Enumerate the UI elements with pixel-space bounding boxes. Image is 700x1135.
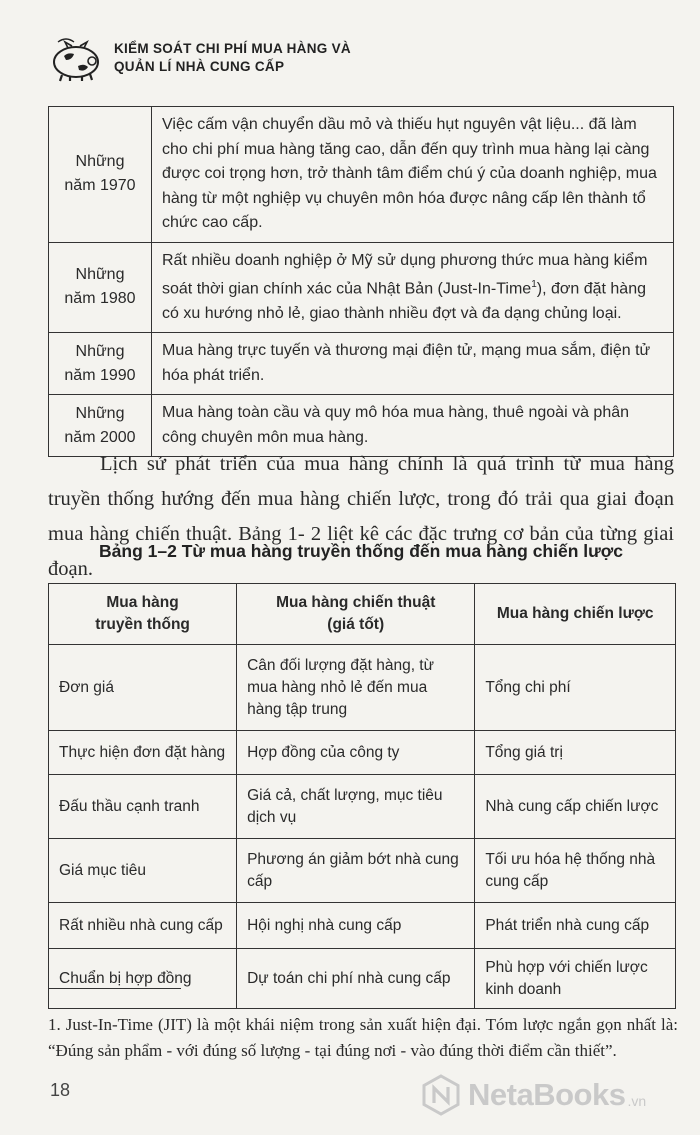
footnote-divider <box>48 988 181 989</box>
description-cell: Việc cấm vận chuyển dầu mỏ và thiếu hụt nguyên vật liệu... đã làm cho chi phí mua hàng tăng cao, dẫn đến quy trình mua hàng lại càng được coi trọng hơn, trở thành tâm điểm chú ý của doanh nghiệp, mua hàng từ một nghiệp vụ chuyên môn hóa được nâng cấp lên thành tổ chức cao cấp. <box>152 107 674 243</box>
header-title-line2: QUẢN LÍ NHÀ CUNG CẤP <box>114 59 285 74</box>
table-cell: Tối ưu hóa hệ thống nhà cung cấp <box>475 839 676 903</box>
table-row <box>49 775 676 839</box>
footnote-marker: 1 <box>531 279 537 290</box>
table-row <box>49 242 674 333</box>
watermark-brand: NetaBooks <box>468 1077 626 1112</box>
footnote: 1. Just-In-Time (JIT) là một khái niệm trong sản xuất hiện đại. Tóm lược ngắn gọn nhất là: “Đúng sản phẩm - với đúng số lượng - tại đúng nơi - vào đúng thời điểm cần thiết”. <box>48 1015 678 1060</box>
year-cell: Những năm 1990 <box>49 333 152 395</box>
hexagon-logo-icon <box>420 1074 462 1116</box>
table-cell: Phát triển nhà cung cấp <box>475 903 676 949</box>
table-cell: Giá cả, chất lượng, mục tiêu dịch vụ <box>237 775 475 839</box>
year-cell: Những năm 1970 <box>49 107 152 243</box>
table-header-row <box>49 584 676 645</box>
table-cell: Phương án giảm bớt nhà cung cấp <box>237 839 475 903</box>
watermark <box>420 1074 646 1116</box>
table-cell: Chuẩn bị hợp đồng <box>49 949 237 1009</box>
table-cell: Tổng giá trị <box>475 731 676 775</box>
description-cell: Mua hàng trực tuyến và thương mại điện tử, mạng mua sắm, điện tử hóa phát triển. <box>152 333 674 395</box>
table-row <box>49 839 676 903</box>
table-cell: Cân đối lượng đặt hàng, từ mua hàng nhỏ lẻ đến mua hàng tập trung <box>237 645 475 731</box>
table-row <box>49 645 676 731</box>
table-row <box>49 731 676 775</box>
watermark-suffix: .vn <box>627 1093 647 1109</box>
table-row <box>49 903 676 949</box>
running-header <box>48 34 351 82</box>
table-cell: Thực hiện đơn đặt hàng <box>49 731 237 775</box>
header-title-line1: KIỂM SOÁT CHI PHÍ MUA HÀNG VÀ <box>114 41 351 56</box>
table-cell: Hợp đồng của công ty <box>237 731 475 775</box>
table-cell: Nhà cung cấp chiến lược <box>475 775 676 839</box>
description-cell: Rất nhiều doanh nghiệp ở Mỹ sử dụng phương thức mua hàng kiểm soát thời gian chính xác của Nhật Bản (Just-In-Time$^1$), đơn đặt hàng có xu hướng nhỏ lẻ, giao thành nhiều đợt và đa dạng chủng loại. <box>152 242 674 333</box>
year-cell: Những năm 2000 <box>49 395 152 457</box>
table-row <box>49 107 674 243</box>
body-paragraph: Lịch sử phát triển của mua hàng chính là quá trình từ mua hàng truyền thống hướng đến mua hàng chiến lược, trong đó trải qua giai đoạn mua hàng chiến thuật. Bảng 1- 2 liệt kê các đặc trưng cơ bản của từng giai đoạn. <box>48 452 674 580</box>
table-caption: Bảng 1–2 Từ mua hàng truyền thống đến mua hàng chiến lược <box>99 541 623 561</box>
table-cell: Hội nghị nhà cung cấp <box>237 903 475 949</box>
column-header: Mua hàng truyền thống <box>49 584 237 645</box>
table-row <box>49 949 676 1009</box>
table-cell: Dự toán chi phí nhà cung cấp <box>237 949 475 1009</box>
year-cell: Những năm 1980 <box>49 242 152 333</box>
column-header: Mua hàng chiến lược <box>475 584 676 645</box>
table-cell: Đấu thầu cạnh tranh <box>49 775 237 839</box>
table-row <box>49 333 674 395</box>
history-table <box>48 106 674 457</box>
table-cell: Rất nhiều nhà cung cấp <box>49 903 237 949</box>
column-header: Mua hàng chiến thuật (giá tốt) <box>237 584 475 645</box>
table-cell: Phù hợp với chiến lược kinh doanh <box>475 949 676 1009</box>
table-cell: Tổng chi phí <box>475 645 676 731</box>
table-cell: Đơn giá <box>49 645 237 731</box>
table-cell: Giá mục tiêu <box>49 839 237 903</box>
description-cell: Mua hàng toàn cầu và quy mô hóa mua hàng, thuê ngoài và phân công chuyên môn mua hàng. <box>152 395 674 457</box>
comparison-table <box>48 583 676 1009</box>
page-number: 18 <box>50 1080 71 1100</box>
pig-logo-icon <box>48 34 104 82</box>
